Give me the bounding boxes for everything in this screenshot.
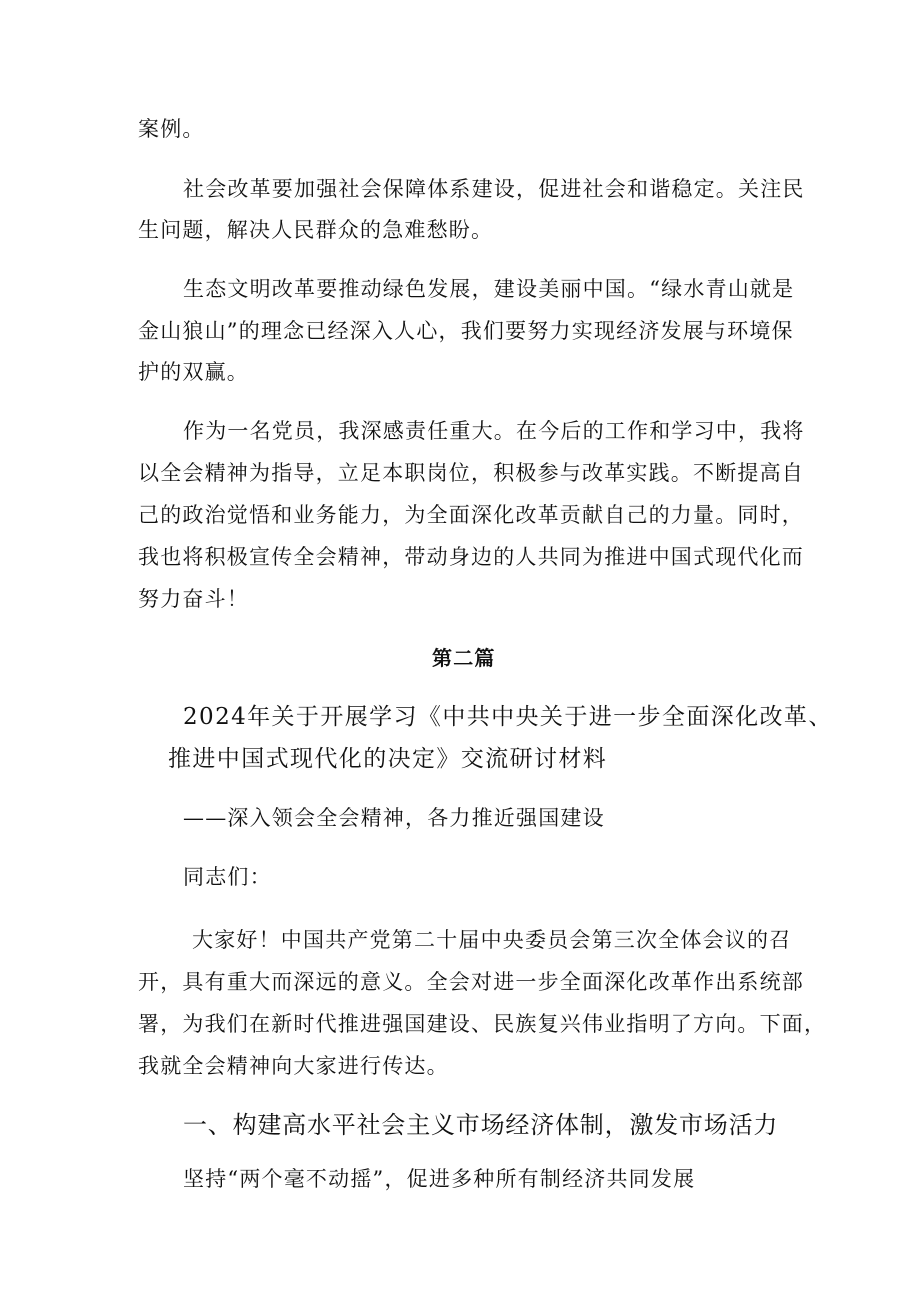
intro-line: 署，为我们在新时代推进强国建设、民族复兴伟业指明了方向。下面，: [138, 1012, 827, 1036]
section-first-line: 坚持“两个毫不动摇”，促进多种所有制经济共同发展: [183, 1167, 696, 1191]
para-tail-cases-line: 案例。: [138, 117, 205, 141]
salutation: 同志们：: [183, 865, 272, 889]
para-ecology-reform-line: 护的双赢。: [138, 360, 249, 384]
para-party-member-line: 作为一名党员，我深感责任重大。在今后的工作和学习中，我将: [183, 419, 805, 443]
part-heading: 第二篇: [432, 646, 496, 670]
para-social-reform-line: 社会改革要加强社会保障体系建设，促进社会和谐稳定。关注民: [183, 177, 805, 201]
para-social-reform-line: 生问题，解决人民群众的急难愁盼。: [138, 218, 494, 242]
intro-line: 我就全会精神向大家进行传达。: [138, 1054, 449, 1078]
section-heading: 一、构建高水平社会主义市场经济体制，激发市场活力: [183, 1111, 779, 1139]
para-party-member-line: 以全会精神为指导，立足本职岗位，积极参与改革实践。不断提高自: [138, 461, 804, 485]
para-party-member-line: 己的政治觉悟和业务能力，为全面深化改革贡献自己的力量。同时，: [138, 503, 804, 527]
document-title-line: 推进中国式现代化的决定》交流研讨材料: [168, 746, 608, 772]
para-ecology-reform-line: 生态文明改革要推动绿色发展，建设美丽中国。“绿水青山就是: [183, 277, 795, 301]
para-party-member-line: 我也将积极宣传全会精神，带动身边的人共同为推进中国式现代化而: [138, 545, 804, 569]
intro-line: 大家好！中国共产党第二十届中央委员会第三次全体会议的召: [192, 928, 792, 952]
para-ecology-reform-line: 金山狼山”的理念已经深入人心，我们要努力实现经济发展与环境保: [138, 319, 794, 343]
para-party-member-line: 努力奋斗！: [138, 587, 249, 611]
document-subtitle: ——深入领会全会精神，各力推近强国建设: [183, 806, 605, 830]
document-title-line: 2024年关于开展学习《中共中央关于进一步全面深化改革、: [183, 704, 833, 730]
intro-line: 开，具有重大而深远的意义。全会对进一步全面深化改革作出系统部: [138, 970, 804, 994]
